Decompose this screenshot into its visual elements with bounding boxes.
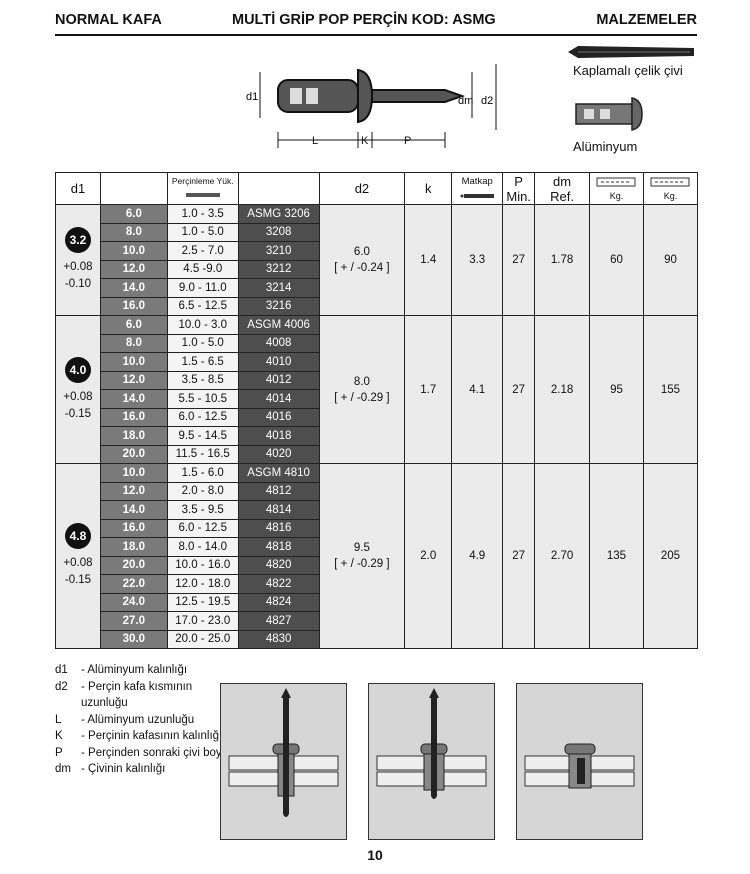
col-header-kg-1: Kg.: [590, 173, 644, 205]
col-header-dm: dm Ref.: [535, 173, 590, 205]
product-code-cell: 4812: [238, 482, 319, 501]
length-cell: 20.0: [100, 445, 167, 464]
dm-cell: 2.70: [535, 464, 590, 649]
installation-step-3-figure: [516, 683, 643, 840]
d1-cell: 4.8 +0.08 -0.15: [56, 464, 101, 649]
product-code-cell: 4827: [238, 612, 319, 631]
grip-range-cell: 2.5 - 7.0: [167, 242, 238, 261]
header-left: NORMAL KAFA: [55, 12, 162, 28]
dm-cell: 2.18: [535, 316, 590, 464]
d1-cell: 4.0 +0.08 -0.15: [56, 316, 101, 464]
legend-key: d2: [55, 680, 68, 693]
product-code-cell: 4020: [238, 445, 319, 464]
col-header-k: k: [405, 173, 452, 205]
length-cell: 6.0: [100, 316, 167, 335]
product-code-cell: 3208: [238, 223, 319, 242]
length-cell: 12.0: [100, 482, 167, 501]
header-title: MULTİ GRİP POP PERÇİN KOD: ASMG: [232, 12, 496, 28]
length-cell: 8.0: [100, 334, 167, 353]
kg1-cell: 95: [590, 316, 644, 464]
col-header-d2: d2: [319, 173, 405, 205]
p-min-cell: 27: [503, 464, 535, 649]
product-code-cell: 4010: [238, 353, 319, 372]
legend-item: [55, 679, 231, 712]
length-cell: 10.0: [100, 353, 167, 372]
legend-key: d1: [55, 664, 68, 676]
length-cell: 6.0: [100, 205, 167, 224]
legend-key: dm: [55, 763, 71, 775]
product-code-cell: 4014: [238, 390, 319, 409]
k-cell: 2.0: [405, 464, 452, 649]
L-label: L: [312, 135, 319, 147]
dm-cell: 1.78: [535, 205, 590, 316]
K-label: K: [361, 135, 369, 147]
col-header-L: L [ + 1 / -0,2 ]: [100, 173, 167, 205]
k-cell: 1.7: [405, 316, 452, 464]
aluminum-rivet-icon: [574, 96, 644, 132]
product-code-cell: ASGM 4006: [238, 316, 319, 335]
legend-notes: [55, 662, 231, 778]
length-cell: 18.0: [100, 427, 167, 446]
length-cell: 10.0: [100, 464, 167, 483]
grip-range-cell: 12.5 - 19.5: [167, 593, 238, 612]
grip-range-icon: [186, 192, 220, 198]
length-cell: 27.0: [100, 612, 167, 631]
product-code-cell: 4018: [238, 427, 319, 446]
grip-range-cell: 3.5 - 8.5: [167, 371, 238, 390]
length-cell: 12.0: [100, 371, 167, 390]
legend-key: P: [55, 746, 63, 759]
d2-cell: 9.5 [ + / -0.29 ]: [319, 464, 405, 649]
installation-step-2-figure: [368, 683, 495, 840]
grip-range-cell: 3.5 - 9.5: [167, 501, 238, 520]
length-cell: 12.0: [100, 260, 167, 279]
kg2-cell: 205: [643, 464, 697, 649]
mandrel: [372, 90, 462, 102]
kg2-cell: 90: [643, 205, 697, 316]
d1-badge: 4.8: [65, 523, 91, 549]
product-code-cell: 4830: [238, 630, 319, 649]
legend-item: [55, 712, 231, 729]
length-cell: 16.0: [100, 297, 167, 316]
length-cell: 20.0: [100, 556, 167, 575]
kg2-cell: 155: [643, 316, 697, 464]
length-cell: 14.0: [100, 390, 167, 409]
grip-range-cell: 20.0 - 25.0: [167, 630, 238, 649]
col-header-grip: Perçinleme Yük.: [167, 173, 238, 205]
legend-text: - Perçinden sonraki çivi boyu: [81, 746, 229, 759]
steel-nail-icon: [566, 44, 696, 60]
d1-badge: 3.2: [65, 227, 91, 253]
legend-text: - Perçin kafa kısmının uzunluğu: [81, 680, 193, 709]
product-code-cell: 4822: [238, 575, 319, 594]
product-code-cell: 4814: [238, 501, 319, 520]
grip-range-cell: 10.0 - 3.0: [167, 316, 238, 335]
grip-range-cell: 1.0 - 5.0: [167, 223, 238, 242]
drill-icon: [460, 193, 494, 199]
grip-range-cell: 6.5 - 12.5: [167, 297, 238, 316]
p-min-cell: 27: [503, 316, 535, 464]
spec-table: [55, 172, 698, 649]
matkap-cell: 4.9: [452, 464, 503, 649]
length-cell: 24.0: [100, 593, 167, 612]
table-row: [56, 464, 698, 483]
grip-range-cell: 11.5 - 16.5: [167, 445, 238, 464]
kg1-cell: 135: [590, 464, 644, 649]
page-number: 10: [367, 847, 383, 863]
product-code-cell: 3212: [238, 260, 319, 279]
grip-range-cell: 1.0 - 3.5: [167, 205, 238, 224]
rivet-slot: [290, 88, 302, 104]
product-code-cell: 3214: [238, 279, 319, 298]
rivet-box-icon: [596, 176, 636, 188]
grip-range-cell: 6.0 - 12.5: [167, 408, 238, 427]
legend-item: [55, 745, 231, 762]
p-min-cell: 27: [503, 205, 535, 316]
d2-cell: 8.0 [ + / -0.29 ]: [319, 316, 405, 464]
d2-label: d2: [481, 95, 494, 107]
product-code-cell: 4824: [238, 593, 319, 612]
length-cell: 22.0: [100, 575, 167, 594]
grip-range-cell: 17.0 - 23.0: [167, 612, 238, 631]
grip-range-cell: 4.5 -9.0: [167, 260, 238, 279]
product-code-cell: 3216: [238, 297, 319, 316]
length-cell: 30.0: [100, 630, 167, 649]
kg1-cell: 60: [590, 205, 644, 316]
legend-text: - Perçinin kafasının kalınlığı: [81, 730, 223, 742]
rivet-head: [358, 70, 372, 122]
product-code-cell: 4016: [238, 408, 319, 427]
rivet-dimension-diagram: [240, 58, 520, 158]
col-header-kg-2: Kg.: [643, 173, 697, 205]
table-row: [56, 316, 698, 335]
product-code-cell: 4816: [238, 519, 319, 538]
col-header-d1: d1: [56, 173, 101, 205]
product-code-cell: 4818: [238, 538, 319, 557]
page-header: [55, 10, 697, 36]
grip-range-cell: 2.0 - 8.0: [167, 482, 238, 501]
matkap-cell: 4.1: [452, 316, 503, 464]
legend-item: [55, 761, 231, 778]
header-right: MALZEMELER: [596, 12, 697, 28]
product-code-cell: 3210: [238, 242, 319, 261]
rivet-slot: [306, 88, 318, 104]
length-cell: 8.0: [100, 223, 167, 242]
d1-badge: 4.0: [65, 357, 91, 383]
product-code-cell: 4008: [238, 334, 319, 353]
legend-text: - Çivinin kalınlığı: [81, 763, 166, 775]
aluminum-label: Alüminyum: [573, 139, 638, 154]
col-header-code: Ürün Kodu: [238, 173, 319, 205]
length-cell: 16.0: [100, 408, 167, 427]
d1-label: d1: [246, 91, 259, 103]
length-cell: 14.0: [100, 279, 167, 298]
length-cell: 18.0: [100, 538, 167, 557]
product-code-cell: 4820: [238, 556, 319, 575]
legend-key: L: [55, 713, 62, 726]
length-cell: 10.0: [100, 242, 167, 261]
grip-range-cell: 6.0 - 12.5: [167, 519, 238, 538]
legend-text: - Alüminyum kalınlığı: [81, 664, 188, 676]
grip-range-cell: 9.0 - 11.0: [167, 279, 238, 298]
k-cell: 1.4: [405, 205, 452, 316]
grip-range-cell: 8.0 - 14.0: [167, 538, 238, 557]
dm-label: dm: [458, 95, 474, 107]
d1-cell: 3.2 +0.08 -0.10: [56, 205, 101, 316]
grip-range-cell: 1.5 - 6.5: [167, 353, 238, 372]
grip-range-cell: 1.5 - 6.0: [167, 464, 238, 483]
matkap-cell: 3.3: [452, 205, 503, 316]
rivet-box-icon: [650, 176, 690, 188]
product-code-cell: ASMG 3206: [238, 205, 319, 224]
legend-text: - Alüminyum uzunluğu: [81, 713, 195, 726]
legend-key: K: [55, 730, 63, 742]
installation-step-1-figure: [220, 683, 347, 840]
grip-range-cell: 1.0 - 5.0: [167, 334, 238, 353]
table-row: [56, 205, 698, 224]
length-cell: 14.0: [100, 501, 167, 520]
col-header-matkap: Matkap: [452, 173, 503, 205]
grip-range-cell: 12.0 - 18.0: [167, 575, 238, 594]
legend-item: [55, 728, 231, 745]
col-header-p: P Min.: [503, 173, 535, 205]
length-cell: 16.0: [100, 519, 167, 538]
grip-range-cell: 9.5 - 14.5: [167, 427, 238, 446]
table-header-row: [56, 173, 698, 205]
product-code-cell: ASGM 4810: [238, 464, 319, 483]
grip-range-cell: 10.0 - 16.0: [167, 556, 238, 575]
grip-range-cell: 5.5 - 10.5: [167, 390, 238, 409]
P-label: P: [404, 135, 412, 147]
legend-item: [55, 662, 231, 679]
steel-label: Kaplamalı çelik çivi: [573, 63, 683, 78]
product-code-cell: 4012: [238, 371, 319, 390]
d2-cell: 6.0 [ + / -0.24 ]: [319, 205, 405, 316]
